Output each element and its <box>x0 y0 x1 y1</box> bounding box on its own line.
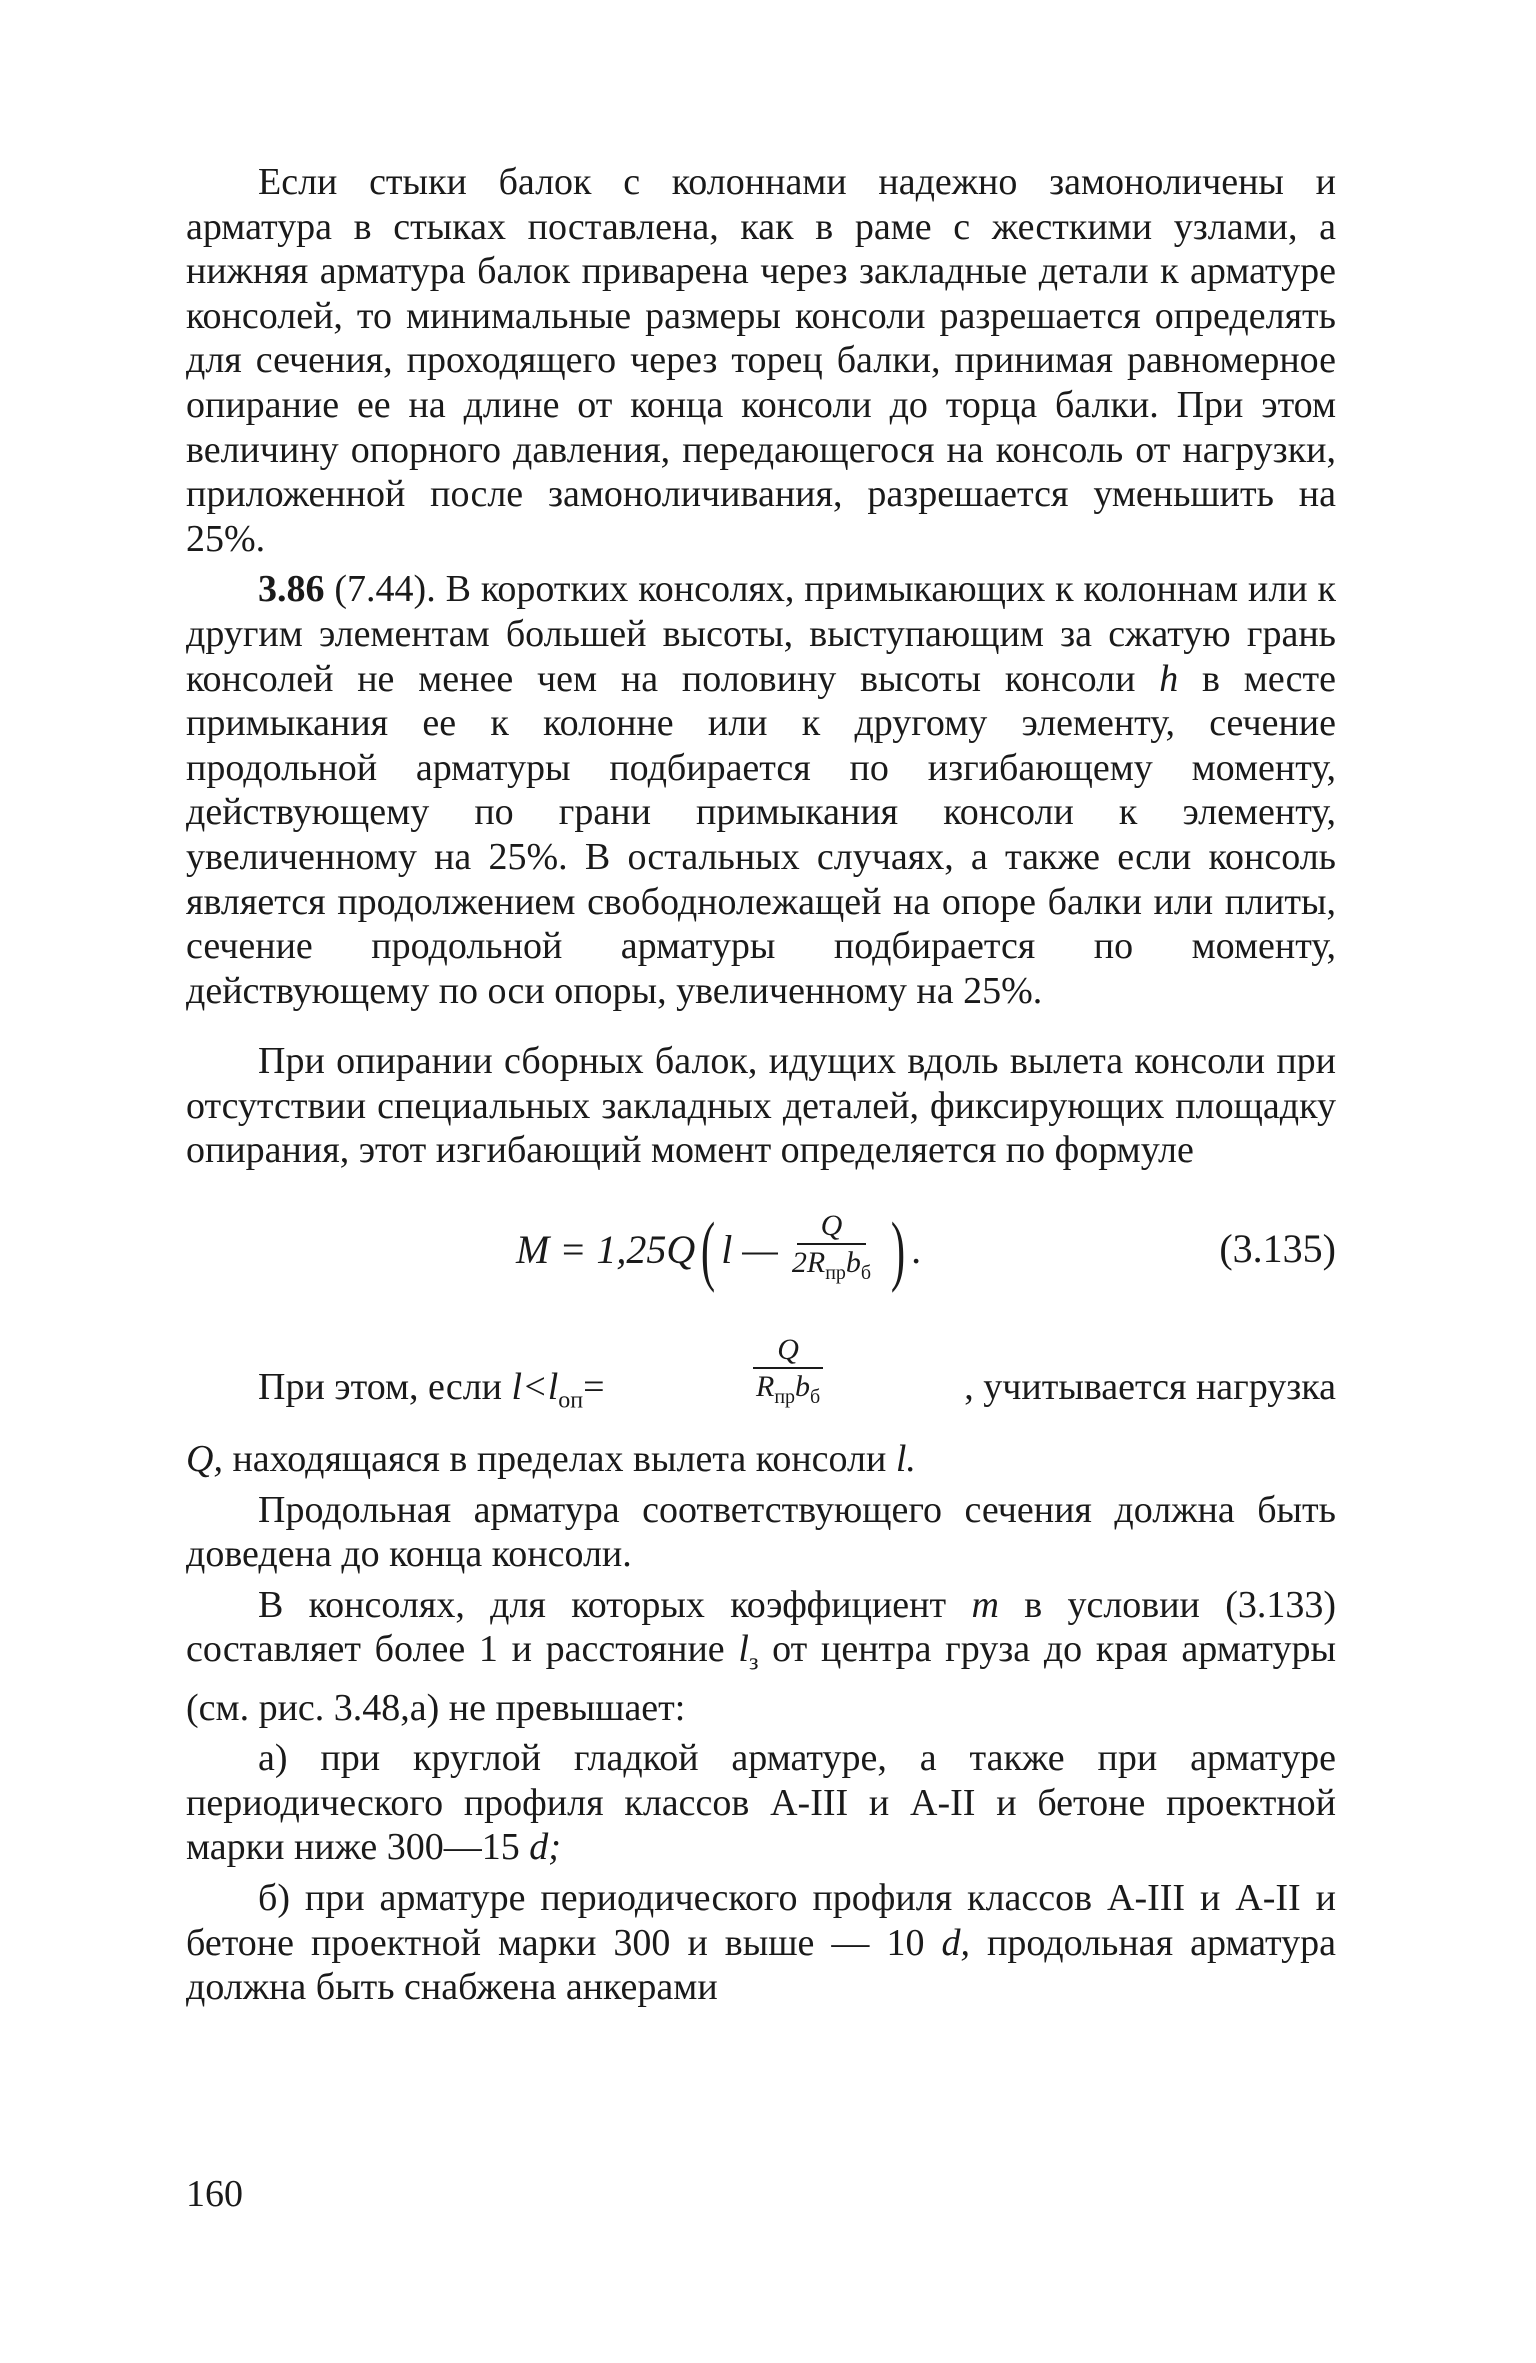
clause-text-b: в месте примыкания ее к колонне или к другому элементу, сечение продольной арматуры подбирается по изгибающему моменту, действующему по грани примыкания консоли к элементу, увеличенному на 25%. В остальных случаях, а также если консоль является продолжением свободнолежащей на опоре балки или плиты, сечение продольной арматуры подбирается по моменту, действующему по оси опоры, увеличенному на 25%. <box>186 657 1336 1012</box>
condition-trail: , учитывается нагрузка <box>964 1366 1336 1409</box>
right-paren: ) <box>890 1206 906 1294</box>
paragraph-3: При опирании сборных балок, идущих вдоль вылета консоли при отсутствии специальных закладных деталей, фиксирующих площадку опирания, этот изгибающий момент определяется по формуле <box>186 1040 1336 1172</box>
paragraph-6: В консолях, для которых коэффициент m в условии (3.133) составляет более 1 и расстояние $l_з$ от центра груза до края арматуры (см. рис. 3.48,а) не превышает: <box>186 1583 1337 1729</box>
fraction-denominator: $2R_{пр}b_б$ <box>791 1246 872 1285</box>
document-page <box>186 160 1336 2010</box>
clause-text-a: В коротких консолях, примыкающих к колоннам или к другим элементам большей высоты, выступающим за сжатую грань консолей не менее чем на половину высоты консоли <box>186 568 1337 700</box>
formula-3-135 <box>186 1195 1336 1315</box>
clause-number: 3.86 <box>258 568 325 611</box>
paragraph-5: Продольная арматура соответствующего сечения должна быть доведена до конца консоли. <box>186 1488 1336 1576</box>
condition-line <box>186 1333 1336 1437</box>
page-number: 160 <box>186 2173 243 2215</box>
condition-numerator: Q <box>753 1333 823 1369</box>
condition-denominator: $R_{пр}b_б$ <box>756 1370 821 1409</box>
paragraph-1: Если стыки балок с колоннами надежно замоноличены и арматура в стыках поставлена, как в раме с жесткими узлами, а нижняя арматура балок приварена через закладные детали к арматуре консолей, то минимальные размеры консоли разрешается определять для сечения, проходящего через торец балки, принимая равномерное опирание ее на длине от конца консоли до торца балки. При этом величину опорного давления, передающегося на консоль от нагрузки, приложенной после замоноличивания, разрешается уменьшить на 25%. <box>186 161 1336 560</box>
formula-fraction <box>782 1209 881 1291</box>
condition-lead: При этом, если $l<l_{оп}=$ <box>258 1366 605 1414</box>
left-paren: ( <box>701 1206 716 1294</box>
formula-l: l — <box>721 1226 778 1272</box>
condition-fraction <box>746 1333 830 1415</box>
paragraph-3-86 <box>186 567 1336 1013</box>
symbol-m: m <box>971 1583 999 1626</box>
symbol-h: h <box>1159 657 1179 700</box>
formula-dot: . <box>911 1226 922 1272</box>
fraction-numerator: Q <box>797 1209 867 1245</box>
list-item-a: а) при круглой гладкой арматуре, а также при арматуре периодического профиля классов А-III и А-II и бетоне проектной марки ниже 300—15 d; <box>186 1737 1336 1869</box>
list-item-b: б) при арматуре периодического профиля классов А-III и А-II и бетоне проектной марки 300 и выше — 10 d, продольная арматура должна быть снабжена анкерами <box>186 1877 1337 2009</box>
condition-continuation: Q, находящаяся в пределах вылета консоли l. <box>186 1438 916 1481</box>
clause-reference: (7.44). <box>334 568 436 611</box>
formula-expression <box>516 1206 922 1294</box>
condition-expr: l<l <box>511 1366 559 1409</box>
equation-number: (3.135) <box>1219 1226 1336 1272</box>
symbol-l3: l <box>738 1628 749 1671</box>
formula-lhs: M = 1,25Q <box>516 1226 696 1272</box>
